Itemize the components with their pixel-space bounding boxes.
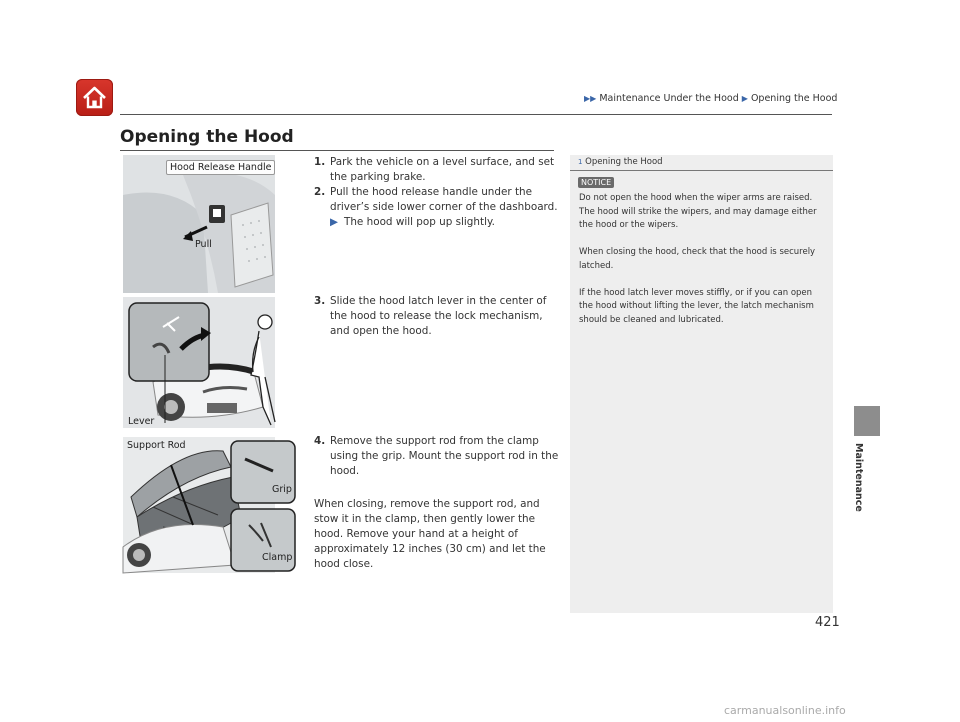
figure-hood-release (123, 155, 275, 293)
chapter-tab[interactable] (854, 406, 880, 436)
sidebar-text (579, 192, 825, 341)
step-4: 4. Remove the support rod from the clamp using the grip. Mount the support rod in the hood. (314, 435, 559, 477)
sidebar-para-2: If the hood latch lever moves stiffly, or if you can open the hood without lifting the lever, the latch mechanism should be cleaned and lubricated. (579, 287, 814, 325)
breadcrumb: ▶▶ Maintenance Under the Hood ▶ Opening the Hood (584, 93, 838, 104)
sidebar-heading: 1 Opening the Hood (578, 157, 663, 167)
hood-release-handle-label: Hood Release Handle (166, 160, 275, 175)
sidebar-divider (570, 170, 833, 171)
steps-1-2 (314, 155, 560, 230)
figure-support-rod (123, 437, 293, 573)
step-4-block (314, 434, 560, 479)
step-3-block (314, 294, 560, 339)
grip-label: Grip (272, 484, 292, 495)
sidebar-para-1: When closing the hood, check that the hood is securely latched. (579, 247, 816, 271)
sidebar-marker: 1 (578, 158, 583, 166)
notice-text-2: The hood will strike the wipers, and may damage either the hood or the wipers. (579, 206, 817, 230)
header-divider (120, 114, 832, 115)
chapter-tab-label: Maintenance (853, 443, 864, 512)
clamp-label: Clamp (262, 552, 293, 563)
figure-hood-latch (123, 297, 275, 428)
breadcrumb-item-opening-the-hood: Opening the Hood (750, 93, 838, 104)
home-icon (81, 84, 108, 111)
lever-label: Lever (128, 416, 155, 427)
step-3: 3. Slide the hood latch lever in the center of the hood to release the lock mechanism, and open the hood. (314, 295, 547, 337)
page-number: 421 (815, 615, 840, 630)
pull-label: Pull (195, 239, 212, 250)
step-1: 1. Park the vehicle on a level surface, and set the parking brake. (314, 156, 555, 183)
support-rod-label: Support Rod (127, 440, 186, 451)
result-arrow-icon: ▶ (330, 216, 338, 228)
step-2-result: ▶ The hood will pop up slightly. (330, 216, 495, 228)
closing-paragraph: When closing, remove the support rod, and stow it in the clamp, then gently lower the hood. Remove your hand at a height of approximately 12 inches (30 cm) and let the hood close. (314, 498, 546, 570)
page-title: Opening the Hood (120, 127, 294, 147)
title-divider (120, 150, 554, 151)
notice-text: Do not open the hood when the wiper arms are raised. (579, 193, 813, 203)
step-2: 2. Pull the hood release handle under the driver’s side lower corner of the dashboard. (314, 186, 558, 213)
notice-badge: NOTICE (578, 177, 614, 188)
watermark: carmanualsonline.info (724, 704, 846, 717)
breadcrumb-item-maintenance-under-the-hood[interactable]: Maintenance Under the Hood (599, 93, 739, 104)
breadcrumb-separator-icon: ▶ (741, 94, 748, 103)
home-button[interactable] (76, 79, 113, 116)
sidebar-note (570, 155, 833, 613)
